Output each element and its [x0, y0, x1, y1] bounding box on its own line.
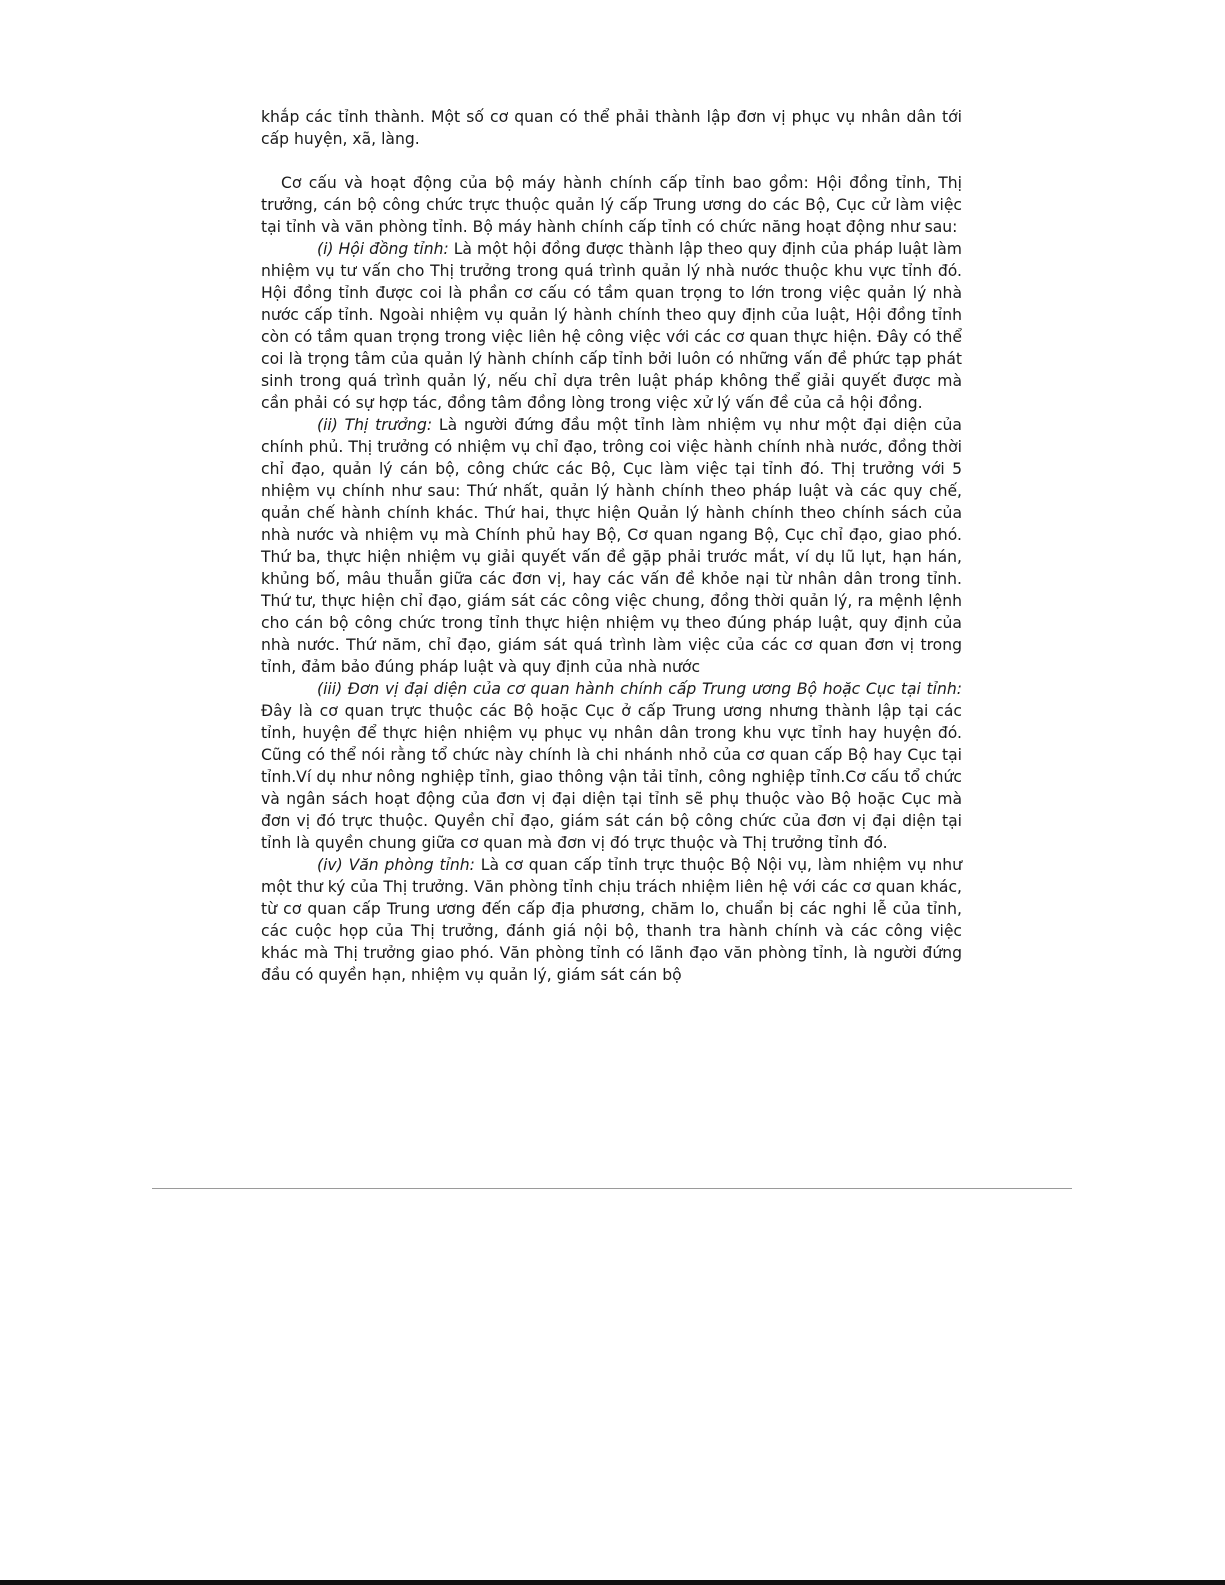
item-heading-council: (i) Hội đồng tỉnh: — [317, 240, 449, 258]
paragraph-item-council — [261, 238, 962, 414]
document-body — [261, 106, 962, 986]
item-body-council: Là một hội đồng được thành lập theo quy định của pháp luật làm nhiệm vụ tư vấn cho Thị trưởng trong quá trình quản lý nhà nước thuộc khu vực tỉnh đó. Hội đồng tỉnh được coi là phần cơ cấu có tầm quan trọng to lớn trong việc quản lý nhà nước cấp tỉnh. Ngoài nhiệm vụ quản lý hành chính theo quy định của luật, Hội đồng tỉnh còn có tầm quan trọng trong việc liên hệ công việc với các cơ quan thực hiện. Đây có thể coi là trọng tâm của quản lý hành chính cấp tỉnh bởi luôn có những vấn đề phức tạp phát sinh trong quá trình quản lý, nếu chỉ dựa trên luật pháp không thể giải quyết được mà cần phải có sự hợp tác, đồng tâm đồng lòng trong việc xử lý vấn đề của cả hội đồng. — [261, 240, 962, 412]
item-body-representative: Đây là cơ quan trực thuộc các Bộ hoặc Cục ở cấp Trung ương nhưng thành lập tại các tỉnh, huyện để thực hiện nhiệm vụ phục vụ nhân dân trong khu vực tỉnh hay huyện đó. Cũng có thể nói rằng tổ chức này chính là chi nhánh nhỏ của cơ quan cấp Bộ hay Cục tại tỉnh.Ví dụ như nông nghiệp tỉnh, giao thông vận tải tỉnh, công nghiệp tỉnh.Cơ cấu tổ chức và ngân sách hoạt động của đơn vị đại diện tại tỉnh sẽ phụ thuộc vào Bộ hoặc Cục mà đơn vị đó trực thuộc. Quyền chỉ đạo, giám sát cán bộ công chức của đơn vị đại diện tại tỉnh là quyền chung giữa cơ quan mà đơn vị đó trực thuộc và Thị trưởng tỉnh đó. — [261, 702, 962, 852]
paragraph-item-office — [261, 854, 962, 986]
item-heading-representative: (iii) Đơn vị đại diện của cơ quan hành chính cấp Trung ương Bộ hoặc Cục tại tỉnh: — [317, 680, 962, 698]
paragraph-intro: khắp các tỉnh thành. Một số cơ quan có thể phải thành lập đơn vị phục vụ nhân dân tới cấp huyện, xã, làng. — [261, 108, 962, 148]
item-body-mayor: Là người đứng đầu một tỉnh làm nhiệm vụ như một đại diện của chính phủ. Thị trưởng có nhiệm vụ chỉ đạo, trông coi việc hành chính nhà nước, đồng thời chỉ đạo, quản lý cán bộ, công chức các Bộ, Cục làm việc tại tỉnh đó. Thị trưởng với 5 nhiệm vụ chính như sau: Thứ nhất, quản lý hành chính theo pháp luật và các quy chế, quản chế hành chính khác. Thứ hai, thực hiện Quản lý hành chính theo chính sách của nhà nước và nhiệm vụ mà Chính phủ hay Bộ, Cơ quan ngang Bộ, Cục chỉ đạo, giao phó. Thứ ba, thực hiện nhiệm vụ giải quyết vấn đề gặp phải trước mắt, ví dụ lũ lụt, hạn hán, khủng bố, mâu thuẫn giữa các đơn vị, hay các vấn đề khỏe nại từ nhân dân trong tỉnh. Thứ tư, thực hiện chỉ đạo, giám sát các công việc chung, đồng thời quản lý, ra mệnh lệnh cho cán bộ công chức trong tỉnh thực hiện nhiệm vụ theo đúng pháp luật, quy định của nhà nước. Thứ năm, chỉ đạo, giám sát quá trình làm việc của các cơ quan đơn vị trong tỉnh, đảm bảo đúng pháp luật và quy định của nhà nước — [261, 416, 962, 676]
paragraph-item-mayor — [261, 414, 962, 678]
paragraph-overview: Cơ cấu và hoạt động của bộ máy hành chính cấp tỉnh bao gồm: Hội đồng tỉnh, Thị trưởng, cán bộ công chức trực thuộc quản lý cấp Trung ương do các Bộ, Cục cử làm việc tại tỉnh và văn phòng tỉnh. Bộ máy hành chính cấp tỉnh có chức năng hoạt động như sau: — [261, 174, 962, 236]
item-heading-office: (iv) Văn phòng tỉnh: — [317, 856, 475, 874]
item-body-office: Là cơ quan cấp tỉnh trực thuộc Bộ Nội vụ, làm nhiệm vụ như một thư ký của Thị trưởng. Văn phòng tỉnh chịu trách nhiệm liên hệ với các cơ quan khác, từ cơ quan cấp Trung ương đến cấp địa phương, chăm lo, chuẩn bị các nghi lễ của tỉnh, các cuộc họp của Thị trưởng, đánh giá nội bộ, thanh tra hành chính và các công việc khác mà Thị trưởng giao phó. Văn phòng tỉnh có lãnh đạo văn phòng tỉnh, là người đứng đầu có quyền hạn, nhiệm vụ quản lý, giám sát cán bộ — [261, 856, 962, 984]
paragraph-item-representative — [261, 678, 962, 854]
bottom-edge-bar — [0, 1580, 1225, 1585]
item-heading-mayor: (ii) Thị trưởng: — [317, 416, 433, 434]
page-divider — [152, 1188, 1072, 1189]
